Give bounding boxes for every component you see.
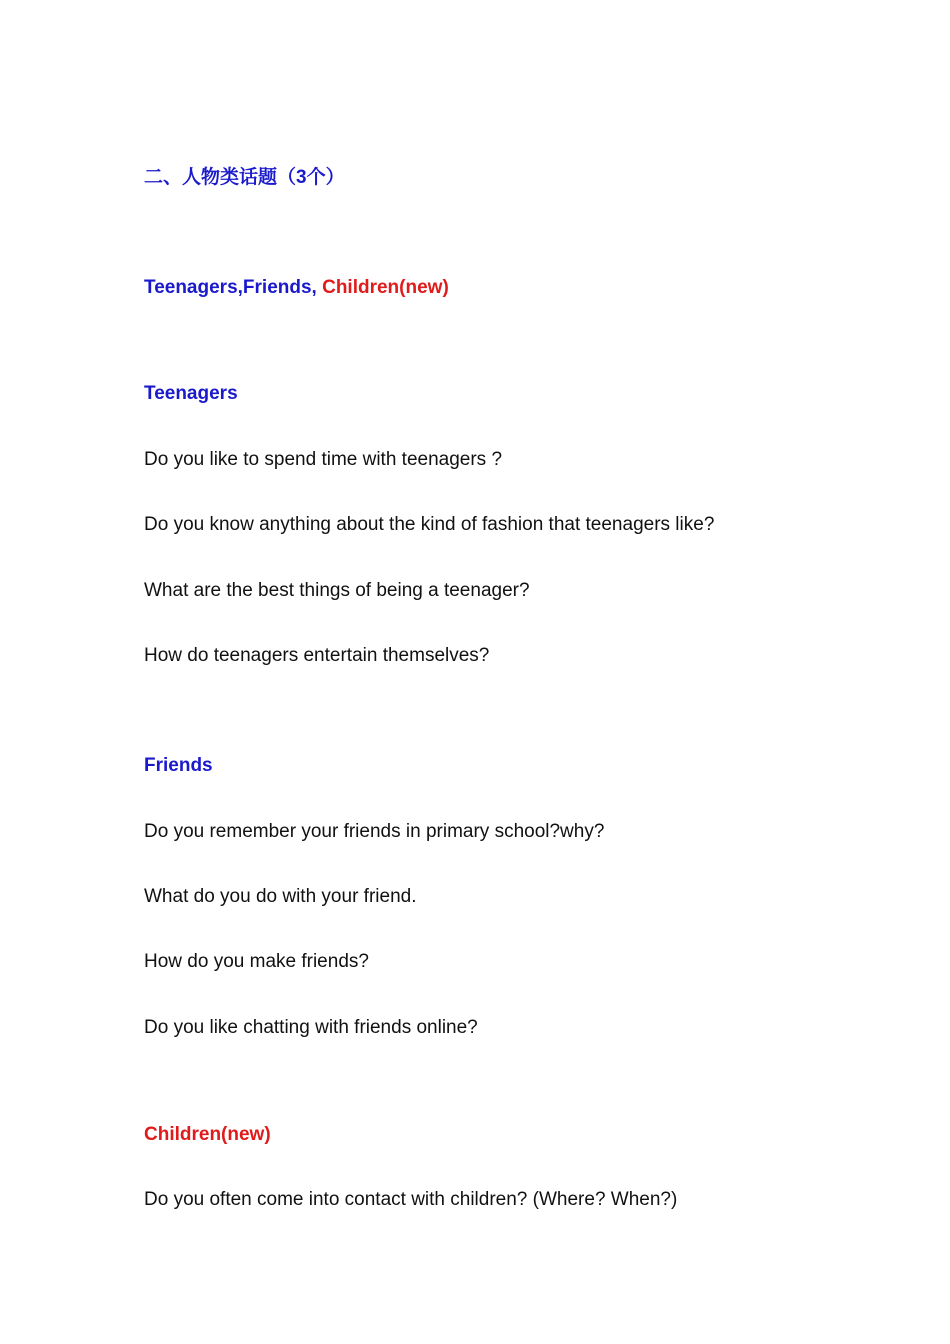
topics-line bbox=[144, 276, 449, 300]
topics-line-red: Children(new) bbox=[322, 277, 449, 298]
topics-line-blue: Teenagers,Friends, bbox=[144, 277, 323, 298]
children-question: Do you often come into contact with children? (Where? When?) bbox=[144, 1189, 678, 1210]
teenagers-question: Do you like to spend time with teenagers ? bbox=[144, 449, 503, 470]
friends-question: Do you remember your friends in primary school?why? bbox=[144, 821, 605, 842]
friends-question: Do you like chatting with friends online? bbox=[144, 1017, 478, 1038]
teenagers-question: Do you know anything about the kind of fashion that teenagers like? bbox=[144, 514, 715, 535]
teenagers-question: What are the best things of being a teenager? bbox=[144, 580, 530, 601]
friends-question: What do you do with your friend. bbox=[144, 886, 417, 907]
section-title: 二、人物类话题（3个） bbox=[144, 167, 345, 188]
children-heading: Children(new) bbox=[144, 1124, 271, 1145]
friends-question: How do you make friends? bbox=[144, 951, 369, 972]
teenagers-question: How do teenagers entertain themselves? bbox=[144, 645, 490, 666]
friends-heading: Friends bbox=[144, 755, 213, 776]
teenagers-heading: Teenagers bbox=[144, 383, 238, 404]
